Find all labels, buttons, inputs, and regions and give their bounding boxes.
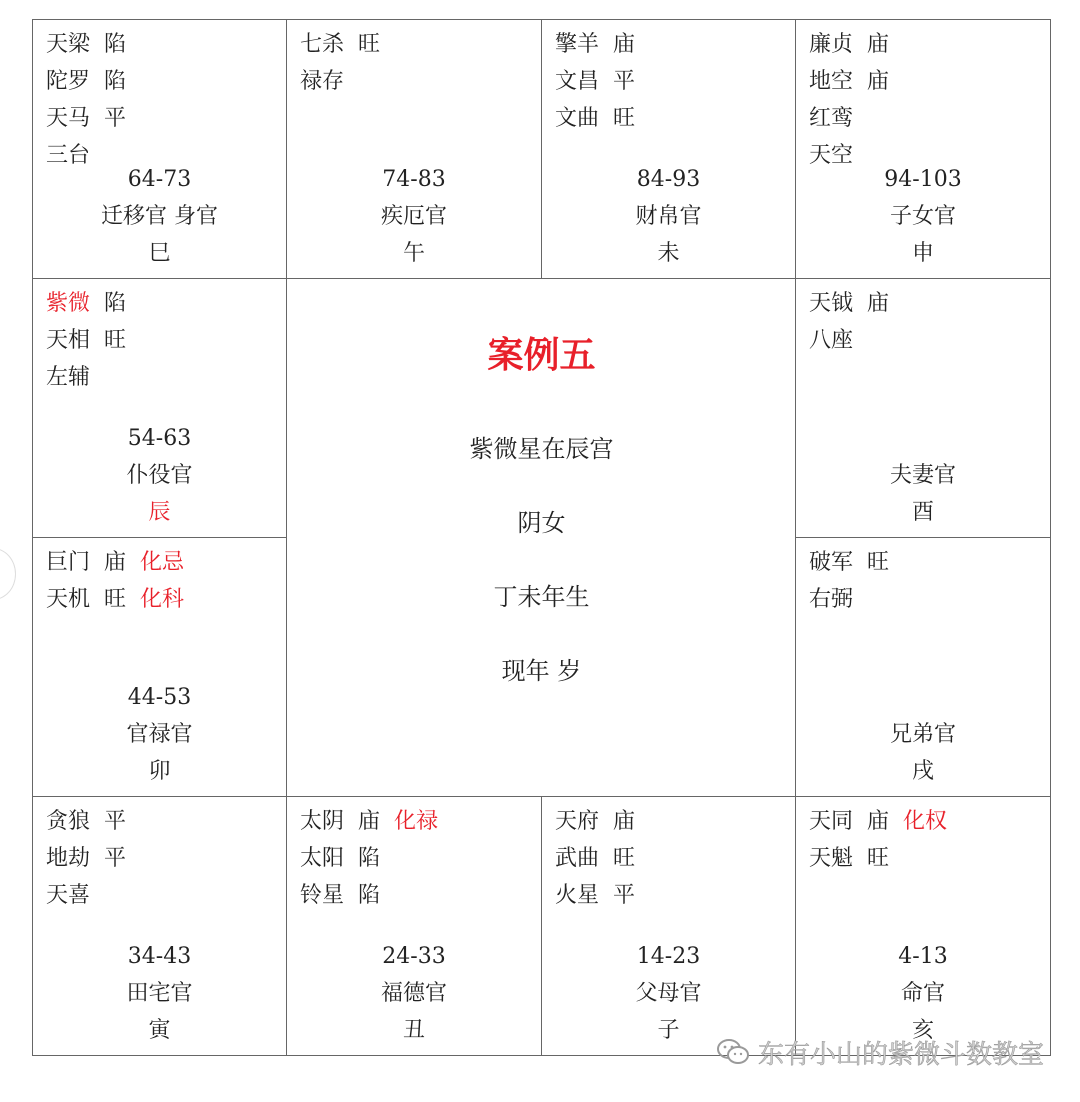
star-line bbox=[809, 581, 903, 618]
star-name: 地空 bbox=[809, 69, 854, 94]
star-line bbox=[46, 63, 140, 100]
palace-chou bbox=[286, 796, 542, 1056]
palace-wu bbox=[286, 19, 542, 279]
earthly-branch: 亥 bbox=[911, 1018, 934, 1043]
star-name: 八座 bbox=[809, 328, 854, 353]
star-line bbox=[809, 840, 961, 877]
palace-footer bbox=[796, 938, 1050, 1049]
star-line bbox=[555, 803, 649, 840]
star-name: 巨门 bbox=[46, 550, 91, 575]
star-attribute: 平 bbox=[613, 883, 636, 908]
star-attribute: 庙 bbox=[867, 809, 890, 834]
star-attribute: 庙 bbox=[613, 32, 636, 57]
age-range bbox=[796, 420, 1050, 457]
palace-footer bbox=[796, 420, 1050, 531]
star-list bbox=[555, 803, 649, 914]
palace-footer bbox=[287, 161, 541, 272]
star-attribute: 陷 bbox=[104, 291, 127, 316]
palace-name: 疾厄官 bbox=[380, 204, 447, 229]
star-attribute: 旺 bbox=[104, 328, 127, 353]
star-list bbox=[46, 285, 140, 396]
star-name: 天喜 bbox=[46, 883, 91, 908]
age-range: 14-23 bbox=[636, 944, 701, 969]
palace-name: 兄弟官 bbox=[889, 722, 956, 747]
star-attribute: 化科 bbox=[140, 587, 185, 612]
star-line bbox=[555, 840, 649, 877]
watermark-text: 东有小山的紫微斗数教室 bbox=[757, 1040, 1044, 1070]
star-line bbox=[300, 803, 452, 840]
star-attribute: 旺 bbox=[613, 106, 636, 131]
star-list bbox=[300, 26, 394, 100]
star-name: 火星 bbox=[555, 883, 600, 908]
star-name: 天钺 bbox=[809, 291, 854, 316]
palace-name: 父母官 bbox=[635, 981, 702, 1006]
star-attribute: 平 bbox=[104, 106, 127, 131]
star-name: 陀罗 bbox=[46, 69, 91, 94]
star-line bbox=[809, 63, 903, 100]
star-name: 武曲 bbox=[555, 846, 600, 871]
star-line bbox=[46, 803, 140, 840]
palace-name: 仆役官 bbox=[126, 463, 193, 488]
star-attribute: 庙 bbox=[104, 550, 127, 575]
star-name: 七杀 bbox=[300, 32, 345, 57]
palace-footer bbox=[33, 938, 286, 1049]
star-list bbox=[300, 803, 452, 914]
palace-name: 财帛官 bbox=[635, 204, 702, 229]
palace-footer bbox=[796, 679, 1050, 790]
star-name: 太阳 bbox=[300, 846, 345, 871]
star-name: 文曲 bbox=[555, 106, 600, 131]
star-attribute: 庙 bbox=[867, 32, 890, 57]
palace-name: 官禄官 bbox=[126, 722, 193, 747]
star-line bbox=[46, 544, 198, 581]
star-name: 天梁 bbox=[46, 32, 91, 57]
star-name: 天府 bbox=[555, 809, 600, 834]
star-attribute: 陷 bbox=[358, 846, 381, 871]
star-line bbox=[300, 26, 394, 63]
age-range: 84-93 bbox=[636, 167, 701, 192]
star-list bbox=[809, 285, 903, 359]
star-attribute: 旺 bbox=[613, 846, 636, 871]
palace-shen bbox=[795, 19, 1051, 279]
earthly-branch: 寅 bbox=[148, 1018, 171, 1043]
star-list bbox=[555, 26, 649, 137]
age-range: 44-53 bbox=[127, 685, 192, 710]
star-attribute: 平 bbox=[104, 846, 127, 871]
center-line-2: 阴女 bbox=[517, 509, 566, 537]
palace-footer bbox=[796, 161, 1050, 272]
side-scroll-indicator bbox=[0, 548, 16, 600]
wechat-icon bbox=[716, 1038, 750, 1073]
palace-footer bbox=[287, 938, 541, 1049]
star-name: 天空 bbox=[809, 143, 854, 168]
watermark bbox=[716, 1034, 1044, 1073]
palace-name: 迁移官 身官 bbox=[101, 204, 218, 229]
star-line bbox=[809, 544, 903, 581]
center-info bbox=[287, 278, 796, 797]
star-name: 天机 bbox=[46, 587, 91, 612]
earthly-branch: 戌 bbox=[911, 759, 934, 784]
palace-name: 命官 bbox=[900, 981, 945, 1006]
star-name: 禄存 bbox=[300, 69, 345, 94]
star-name: 右弼 bbox=[809, 587, 854, 612]
star-name: 左辅 bbox=[46, 365, 91, 390]
age-range: 54-63 bbox=[127, 426, 192, 451]
star-line bbox=[300, 840, 452, 877]
star-line bbox=[46, 581, 198, 618]
age-range: 24-33 bbox=[382, 944, 446, 969]
star-line bbox=[809, 26, 903, 63]
star-list bbox=[809, 803, 961, 877]
star-attribute: 陷 bbox=[104, 32, 127, 57]
palace-xu bbox=[795, 537, 1051, 797]
star-name: 天同 bbox=[809, 809, 854, 834]
star-name: 天魁 bbox=[809, 846, 854, 871]
star-attribute: 旺 bbox=[867, 846, 890, 871]
palace-footer bbox=[33, 679, 286, 790]
palace-you bbox=[795, 278, 1051, 538]
star-line bbox=[809, 803, 961, 840]
star-attribute: 化权 bbox=[903, 809, 948, 834]
star-line bbox=[555, 877, 649, 914]
palace-footer bbox=[33, 420, 286, 531]
star-attribute: 平 bbox=[613, 69, 636, 94]
palace-zi bbox=[541, 796, 796, 1056]
palace-si bbox=[32, 19, 287, 279]
star-attribute: 平 bbox=[104, 809, 127, 834]
star-name: 铃星 bbox=[300, 883, 345, 908]
palace-yin bbox=[32, 796, 287, 1056]
star-name: 擎羊 bbox=[555, 32, 600, 57]
earthly-branch: 申 bbox=[911, 241, 934, 266]
star-attribute: 庙 bbox=[613, 809, 636, 834]
star-name: 天相 bbox=[46, 328, 91, 353]
age-range bbox=[796, 679, 1050, 716]
earthly-branch: 丑 bbox=[402, 1018, 425, 1043]
star-line bbox=[46, 285, 140, 322]
palace-chen bbox=[32, 278, 287, 538]
star-name: 贪狼 bbox=[46, 809, 91, 834]
palace-footer bbox=[542, 938, 795, 1049]
earthly-branch: 卯 bbox=[148, 759, 171, 784]
star-line bbox=[46, 26, 140, 63]
palace-footer bbox=[542, 161, 795, 272]
age-range: 64-73 bbox=[127, 167, 192, 192]
star-line bbox=[809, 285, 903, 322]
star-attribute: 化禄 bbox=[394, 809, 439, 834]
star-line bbox=[46, 359, 140, 396]
star-attribute: 庙 bbox=[358, 809, 381, 834]
star-line bbox=[46, 877, 140, 914]
star-name: 三台 bbox=[46, 143, 91, 168]
star-line bbox=[300, 63, 394, 100]
earthly-branch: 未 bbox=[657, 241, 680, 266]
star-name: 太阴 bbox=[300, 809, 345, 834]
star-attribute: 旺 bbox=[867, 550, 890, 575]
star-list bbox=[46, 803, 140, 914]
star-line bbox=[555, 26, 649, 63]
star-line bbox=[809, 322, 903, 359]
age-range: 74-83 bbox=[382, 167, 446, 192]
star-name: 廉贞 bbox=[809, 32, 854, 57]
star-attribute: 庙 bbox=[867, 291, 890, 316]
case-title: 案例五 bbox=[487, 334, 596, 376]
center-line-1: 紫微星在辰宫 bbox=[469, 435, 614, 463]
palace-hai bbox=[795, 796, 1051, 1056]
center-line-4: 现年 岁 bbox=[501, 657, 582, 685]
star-attribute: 旺 bbox=[104, 587, 127, 612]
star-list bbox=[46, 26, 140, 174]
star-name: 文昌 bbox=[555, 69, 600, 94]
star-attribute: 庙 bbox=[867, 69, 890, 94]
earthly-branch: 酉 bbox=[911, 500, 934, 525]
star-list bbox=[809, 26, 903, 174]
star-line bbox=[555, 63, 649, 100]
star-attribute: 陷 bbox=[358, 883, 381, 908]
earthly-branch: 巳 bbox=[148, 241, 171, 266]
star-name: 天马 bbox=[46, 106, 91, 131]
star-name: 红鸾 bbox=[809, 106, 854, 131]
palace-name: 福德官 bbox=[380, 981, 447, 1006]
earthly-branch: 午 bbox=[402, 241, 425, 266]
star-list bbox=[809, 544, 903, 618]
star-attribute: 陷 bbox=[104, 69, 127, 94]
center-line-3: 丁未年生 bbox=[493, 583, 590, 611]
star-line bbox=[46, 322, 140, 359]
star-attribute: 化忌 bbox=[140, 550, 185, 575]
palace-wei bbox=[541, 19, 796, 279]
star-line bbox=[300, 877, 452, 914]
palace-name: 田宅官 bbox=[126, 981, 193, 1006]
age-range: 34-43 bbox=[127, 944, 192, 969]
age-range: 4-13 bbox=[898, 944, 948, 969]
ziwei-chart bbox=[33, 20, 1051, 1056]
palace-name: 夫妻官 bbox=[889, 463, 956, 488]
palace-footer bbox=[33, 161, 286, 272]
age-range: 94-103 bbox=[884, 167, 962, 192]
star-name: 紫微 bbox=[46, 291, 91, 316]
star-name: 破军 bbox=[809, 550, 854, 575]
star-attribute: 旺 bbox=[358, 32, 381, 57]
star-name: 地劫 bbox=[46, 846, 91, 871]
earthly-branch: 辰 bbox=[148, 500, 171, 525]
star-line bbox=[46, 100, 140, 137]
palace-name: 子女官 bbox=[889, 204, 956, 229]
star-list bbox=[46, 544, 198, 618]
star-line bbox=[555, 100, 649, 137]
star-line bbox=[46, 840, 140, 877]
palace-mao bbox=[32, 537, 287, 797]
star-line bbox=[809, 100, 903, 137]
earthly-branch: 子 bbox=[657, 1018, 680, 1043]
